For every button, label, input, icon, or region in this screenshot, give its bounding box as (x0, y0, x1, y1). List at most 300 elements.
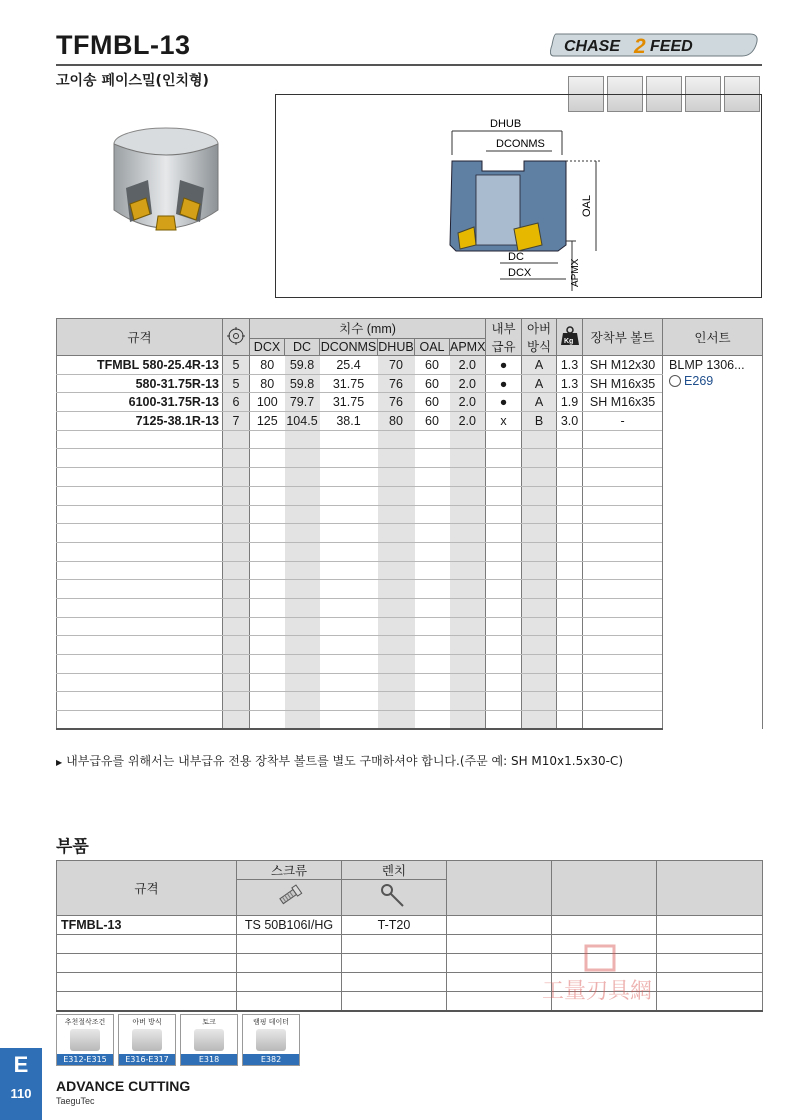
cell-screw (583, 468, 663, 487)
coolant-note: ▶ 내부급유를 위해서는 내부급유 전용 장착부 볼트를 별도 구매하셔야 합니다.(주문 예: SH M10x1.5x30-C) (56, 754, 623, 768)
cell-oal (415, 655, 450, 674)
teeth-icon (223, 319, 250, 356)
cell-coolant (486, 636, 522, 655)
cell-screw (583, 542, 663, 561)
table-row (57, 692, 763, 711)
parts-cell-model (57, 973, 237, 992)
cell-oal (415, 430, 450, 449)
dim-oal-label: OAL (581, 194, 593, 217)
cell-screw (583, 486, 663, 505)
parts-col-screw: 스크류 (237, 861, 342, 880)
page-subtitle: 고이송 페이스밀(인치형) (56, 73, 209, 89)
cell-arbor (522, 561, 557, 580)
parts-cell-model (57, 992, 237, 1011)
cell-apmx (450, 617, 486, 636)
watermark (536, 944, 676, 1014)
parts-col-model: 규격 (57, 861, 237, 916)
cell-teeth (223, 430, 250, 449)
cell-model (57, 524, 223, 543)
cell-weight (557, 598, 583, 617)
cell-coolant (486, 711, 522, 730)
cell-dconms (320, 598, 378, 617)
cell-oal (415, 673, 450, 692)
col-apmx: APMX (450, 339, 486, 354)
cutter-drawing (276, 95, 763, 299)
cell-arbor (522, 711, 557, 730)
parts-cell (237, 954, 342, 973)
cell-model: TFMBL 580-25.4R-13 (57, 356, 223, 375)
cell-weight (557, 711, 583, 730)
cell-teeth (223, 655, 250, 674)
cell-dhub (378, 617, 415, 636)
parts-cell (342, 954, 447, 973)
reference-tiles (56, 1014, 300, 1066)
cell-dc (285, 542, 320, 561)
cell-model (57, 468, 223, 487)
cell-model: 6100-31.75R-13 (57, 393, 223, 412)
insert-ref-link[interactable]: E269 (669, 374, 762, 388)
col-dcx: DCX (250, 338, 285, 355)
cell-model (57, 542, 223, 561)
cell-dcx: 125 (250, 412, 285, 431)
parts-cell-model: TFMBL-13 (57, 916, 237, 935)
cell-dcx: 80 (250, 356, 285, 375)
cell-dconms: 31.75 (320, 393, 378, 412)
cell-model (57, 561, 223, 580)
cell-dcx (250, 430, 285, 449)
cell-coolant (486, 617, 522, 636)
cell-oal: 60 (415, 356, 450, 375)
ref-code: E316-E317 (119, 1054, 175, 1065)
cell-model: 580-31.75R-13 (57, 374, 223, 393)
cell-model (57, 711, 223, 730)
table-row (57, 505, 763, 524)
col-insert: 인서트 (663, 319, 763, 356)
cell-coolant: ● (486, 356, 522, 375)
title-rule (56, 64, 762, 66)
cell-oal (415, 468, 450, 487)
dim-dcx-label: DCX (508, 267, 532, 279)
cell-dcx: 100 (250, 393, 285, 412)
cell-dc (285, 711, 320, 730)
cell-dconms (320, 711, 378, 730)
cell-weight (557, 449, 583, 468)
cell-apmx: 2.0 (450, 356, 486, 375)
parts-cell (342, 973, 447, 992)
cell-screw: SH M12x30 (583, 356, 663, 375)
cell-dconms (320, 561, 378, 580)
cell-coolant (486, 524, 522, 543)
cell-model (57, 673, 223, 692)
cell-dcx (250, 468, 285, 487)
col-dhub: DHUB (378, 339, 414, 354)
ref-code: E318 (181, 1054, 237, 1065)
triangle-bullet-icon: ▶ (56, 758, 63, 767)
cell-dcx (250, 580, 285, 599)
cell-coolant: x (486, 412, 522, 431)
cell-teeth: 5 (223, 374, 250, 393)
cell-dhub (378, 430, 415, 449)
cell-dcx (250, 486, 285, 505)
cell-screw (583, 430, 663, 449)
cell-model (57, 636, 223, 655)
col-coolant: 내부 급유 (486, 319, 522, 356)
cell-weight: 1.3 (557, 374, 583, 393)
cell-screw (583, 655, 663, 674)
dim-dconms-label: DCONMS (496, 138, 545, 150)
cell-dc: 59.8 (285, 374, 320, 393)
cell-arbor (522, 636, 557, 655)
cell-screw (583, 617, 663, 636)
ref-thumbnail-icon (194, 1029, 224, 1051)
cell-model (57, 617, 223, 636)
table-row (57, 916, 763, 935)
cell-coolant (486, 673, 522, 692)
cell-arbor (522, 673, 557, 692)
cell-oal (415, 486, 450, 505)
cell-screw (583, 692, 663, 711)
cell-coolant (486, 598, 522, 617)
cell-teeth: 5 (223, 356, 250, 375)
cell-screw (583, 580, 663, 599)
table-row (57, 449, 763, 468)
cell-dhub (378, 673, 415, 692)
table-row (57, 598, 763, 617)
cell-coolant (486, 542, 522, 561)
cell-apmx (450, 711, 486, 730)
cell-arbor (522, 468, 557, 487)
cell-weight (557, 468, 583, 487)
cell-model (57, 580, 223, 599)
cell-dc (285, 655, 320, 674)
table-row (57, 486, 763, 505)
cell-oal (415, 505, 450, 524)
cell-apmx (450, 542, 486, 561)
cell-teeth (223, 486, 250, 505)
cell-dconms (320, 468, 378, 487)
parts-cell (657, 916, 763, 935)
cell-screw (583, 673, 663, 692)
cell-teeth (223, 505, 250, 524)
cell-apmx: 2.0 (450, 393, 486, 412)
cell-model (57, 505, 223, 524)
cell-dcx (250, 524, 285, 543)
cell-weight (557, 655, 583, 674)
cell-coolant (486, 580, 522, 599)
table-row (57, 617, 763, 636)
cell-teeth (223, 598, 250, 617)
svg-text:工量刃具網: 工量刃具網 (542, 979, 653, 1004)
svg-text:Kg: Kg (563, 337, 573, 345)
cell-dc (285, 598, 320, 617)
cell-arbor (522, 486, 557, 505)
cell-dhub: 80 (378, 412, 415, 431)
cell-dhub: 70 (378, 356, 415, 375)
cell-oal: 60 (415, 412, 450, 431)
svg-text:FEED: FEED (650, 38, 693, 55)
cell-teeth (223, 524, 250, 543)
ref-label: 아버 방식 (132, 1018, 162, 1026)
cell-oal: 60 (415, 374, 450, 393)
cell-weight: 1.3 (557, 356, 583, 375)
cell-dc (285, 524, 320, 543)
cell-apmx (450, 486, 486, 505)
cell-dcx (250, 449, 285, 468)
cell-dconms (320, 505, 378, 524)
cell-model (57, 486, 223, 505)
table-row (57, 412, 763, 431)
dim-dhub-label: DHUB (490, 118, 522, 130)
cell-teeth: 6 (223, 393, 250, 412)
cell-dcx: 80 (250, 374, 285, 393)
cell-apmx (450, 636, 486, 655)
cell-coolant (486, 505, 522, 524)
cell-dhub (378, 655, 415, 674)
cell-dconms (320, 692, 378, 711)
cell-apmx (450, 561, 486, 580)
cell-dc: 104.5 (285, 412, 320, 431)
cell-arbor (522, 580, 557, 599)
ref-tile[interactable] (180, 1014, 238, 1066)
table-row (57, 655, 763, 674)
cell-dconms (320, 430, 378, 449)
cell-dc (285, 430, 320, 449)
cell-apmx (450, 430, 486, 449)
cell-teeth (223, 542, 250, 561)
col-arbor: 아버 방식 (522, 319, 557, 356)
ref-tile[interactable] (118, 1014, 176, 1066)
ref-label: 토크 (202, 1018, 216, 1026)
cell-dcx (250, 542, 285, 561)
parts-cell-model (57, 935, 237, 954)
cell-oal (415, 617, 450, 636)
technical-diagram (275, 94, 762, 298)
svg-text:CHASE: CHASE (564, 38, 621, 55)
cell-dconms: 31.75 (320, 374, 378, 393)
col-model: 규격 (57, 319, 223, 356)
table-row (57, 430, 763, 449)
cell-dc (285, 580, 320, 599)
cell-arbor: A (522, 356, 557, 375)
cell-dc (285, 561, 320, 580)
cell-dcx (250, 561, 285, 580)
spec-table (56, 318, 763, 730)
col-dc: DC (285, 338, 320, 355)
cell-dc (285, 692, 320, 711)
cell-teeth (223, 711, 250, 730)
table-row (57, 711, 763, 730)
cell-arbor (522, 617, 557, 636)
cell-teeth (223, 673, 250, 692)
cell-dhub (378, 598, 415, 617)
dim-apmx-label: APMX (570, 258, 581, 287)
ref-thumbnail-icon (256, 1029, 286, 1051)
cell-model: 7125-38.1R-13 (57, 412, 223, 431)
parts-title: 부품 (56, 837, 89, 857)
cell-dhub (378, 449, 415, 468)
cell-coolant (486, 449, 522, 468)
cell-apmx (450, 598, 486, 617)
ref-tile[interactable] (242, 1014, 300, 1066)
cell-coolant: ● (486, 374, 522, 393)
cell-coolant (486, 430, 522, 449)
cell-teeth (223, 636, 250, 655)
cell-dhub (378, 468, 415, 487)
product-photo (96, 118, 236, 258)
cell-oal (415, 711, 450, 730)
ref-label: 추천절삭조건 (64, 1018, 106, 1026)
table-row (57, 580, 763, 599)
cell-dconms (320, 673, 378, 692)
cell-screw (583, 561, 663, 580)
cell-screw (583, 598, 663, 617)
parts-cell: TS 50B106I/HG (237, 916, 342, 935)
cell-arbor (522, 449, 557, 468)
cell-coolant: ● (486, 393, 522, 412)
cell-screw (583, 505, 663, 524)
weight-icon (557, 319, 583, 356)
parts-cell (237, 935, 342, 954)
ref-label: 램핑 데이터 (252, 1018, 290, 1026)
cell-dcx (250, 505, 285, 524)
cell-screw (583, 711, 663, 730)
cell-screw: SH M16x35 (583, 374, 663, 393)
cell-dcx (250, 617, 285, 636)
cell-weight (557, 692, 583, 711)
cell-dhub (378, 505, 415, 524)
cell-teeth (223, 692, 250, 711)
cell-dc: 59.8 (285, 356, 320, 375)
cell-dc (285, 486, 320, 505)
cell-model (57, 692, 223, 711)
cell-screw (583, 636, 663, 655)
parts-cell (342, 992, 447, 1011)
cell-weight (557, 617, 583, 636)
cell-oal (415, 561, 450, 580)
advance-cutting-logo (56, 1074, 206, 1108)
table-row (57, 356, 763, 375)
cell-teeth (223, 561, 250, 580)
section-letter: E (13, 1052, 29, 1077)
wrench-icon (342, 880, 447, 916)
table-row (57, 542, 763, 561)
table-row (57, 673, 763, 692)
cell-teeth: 7 (223, 412, 250, 431)
cell-dconms: 38.1 (320, 412, 378, 431)
cell-apmx (450, 524, 486, 543)
cell-dc (285, 505, 320, 524)
cell-dcx (250, 655, 285, 674)
cell-model (57, 430, 223, 449)
cell-dc: 79.7 (285, 393, 320, 412)
svg-text:ADVANCE CUTTING: ADVANCE CUTTING (56, 1078, 191, 1094)
table-row (57, 468, 763, 487)
cell-weight (557, 430, 583, 449)
cell-apmx (450, 655, 486, 674)
table-row (57, 524, 763, 543)
cell-dconms: 25.4 (320, 356, 378, 375)
cell-dconms (320, 486, 378, 505)
cell-apmx (450, 468, 486, 487)
cell-oal (415, 692, 450, 711)
cell-dc (285, 449, 320, 468)
cell-screw: SH M16x35 (583, 393, 663, 412)
cell-dhub (378, 486, 415, 505)
cell-coolant (486, 486, 522, 505)
ref-code: E382 (243, 1054, 299, 1065)
cell-coolant (486, 468, 522, 487)
brand-logo (550, 28, 762, 62)
cell-screw: - (583, 412, 663, 431)
cell-apmx (450, 580, 486, 599)
cell-oal (415, 580, 450, 599)
col-dimensions: 치수 (mm) (250, 319, 486, 339)
parts-cell: T-T20 (342, 916, 447, 935)
cell-dc (285, 617, 320, 636)
cell-dc (285, 468, 320, 487)
magnifier-icon (669, 375, 681, 387)
cell-oal (415, 636, 450, 655)
table-row (57, 374, 763, 393)
cell-coolant (486, 561, 522, 580)
ref-tile[interactable] (56, 1014, 114, 1066)
table-row (57, 561, 763, 580)
cell-arbor (522, 542, 557, 561)
cell-teeth (223, 617, 250, 636)
cell-dcx (250, 711, 285, 730)
parts-cell (237, 992, 342, 1011)
cell-dconms (320, 636, 378, 655)
cell-dconms (320, 524, 378, 543)
cell-weight: 1.9 (557, 393, 583, 412)
cell-teeth (223, 449, 250, 468)
cell-dhub (378, 636, 415, 655)
page-title: TFMBL-13 (56, 30, 191, 60)
cell-weight (557, 486, 583, 505)
cell-dconms (320, 655, 378, 674)
cell-dhub (378, 580, 415, 599)
cell-screw (583, 524, 663, 543)
parts-cell (552, 916, 657, 935)
cell-dcx (250, 692, 285, 711)
cell-dconms (320, 542, 378, 561)
cell-dhub (378, 692, 415, 711)
ref-code: E312-E315 (57, 1054, 113, 1065)
cell-dconms (320, 449, 378, 468)
cell-weight (557, 673, 583, 692)
page-number: 110 (10, 1086, 32, 1101)
cell-weight (557, 580, 583, 599)
table-row (57, 636, 763, 655)
cell-oal: 60 (415, 393, 450, 412)
table-row (57, 393, 763, 412)
cell-apmx (450, 505, 486, 524)
cell-model (57, 449, 223, 468)
parts-cell-model (57, 954, 237, 973)
cell-apmx (450, 692, 486, 711)
cell-dcx (250, 598, 285, 617)
cell-arbor (522, 692, 557, 711)
cell-arbor (522, 505, 557, 524)
parts-col-wrench: 렌치 (342, 861, 447, 880)
cell-teeth (223, 580, 250, 599)
cell-dhub (378, 711, 415, 730)
cell-apmx: 2.0 (450, 412, 486, 431)
cell-insert: BLMP 1306... E269 (663, 356, 763, 730)
cell-weight (557, 505, 583, 524)
cell-arbor: A (522, 374, 557, 393)
cell-teeth (223, 468, 250, 487)
